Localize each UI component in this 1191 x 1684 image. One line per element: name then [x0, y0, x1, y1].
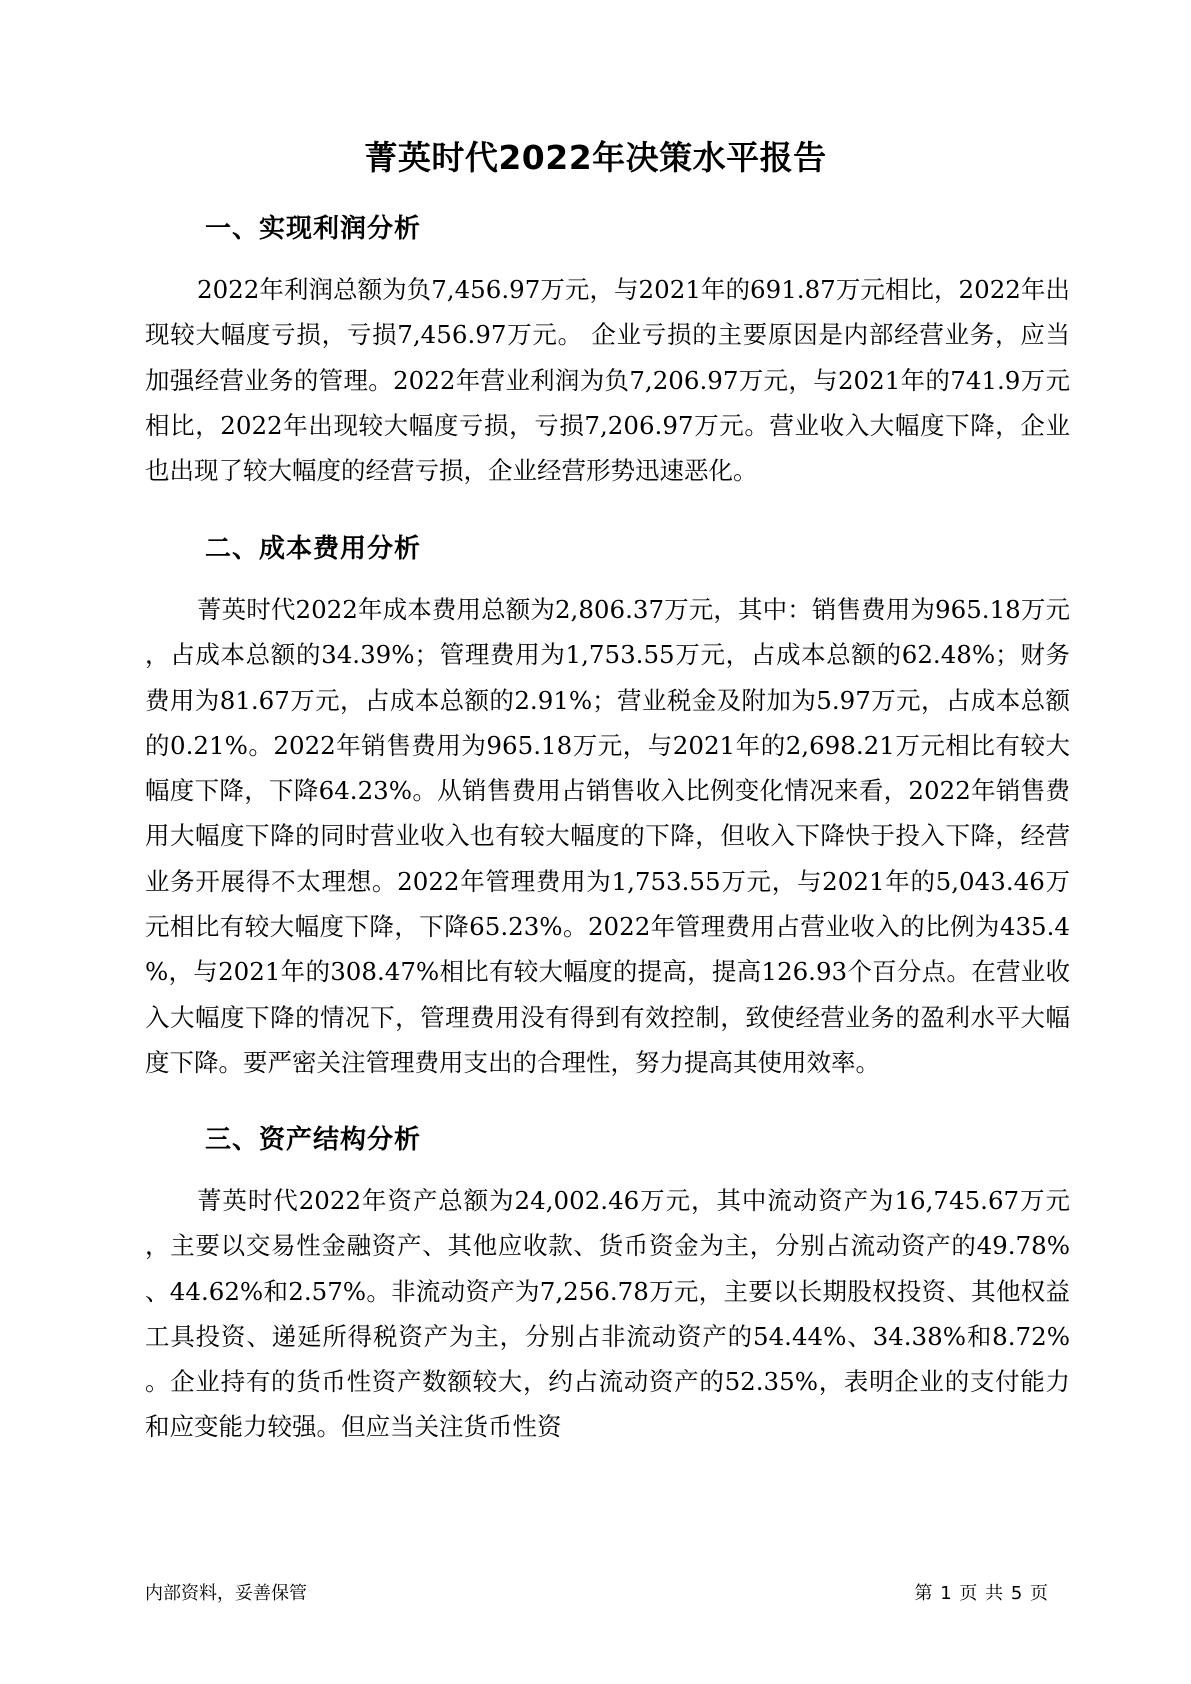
page-title: 菁英时代2022年决策水平报告	[364, 138, 827, 177]
footer-page-number: 第 1 页 共 5 页	[914, 1583, 1049, 1604]
paragraph-profit-analysis: 2022年利润总额为负7,456.97万元，与2021年的691.87万元相比，2022年出现较大幅度亏损，亏损7,456.97万元。 企业亏损的主要原因是内部经营业务，应当加强经营业务的管理。2022年营业利润为负7,206.97万元，与2021年的741.9万元相比，2022年出现较大幅度亏损，亏损7,206.97万元。营业收入大幅度下降，企业也出现了较大幅度的经营亏损，企业经营形势迅速恶化。	[145, 275, 1070, 486]
footer-confidential-note: 内部资料，妥善保管	[145, 1583, 307, 1604]
section-heading-assets: 三、资产结构分析	[205, 1125, 422, 1155]
section-heading-profit: 一、实现利润分析	[205, 214, 422, 244]
paragraph-asset-analysis: 菁英时代2022年资产总额为24,002.46万元，其中流动资产为16,745.67万元，主要以交易性金融资产、其他应收款、货币资金为主，分别占流动资产的49.78%、44.62%和2.57%。非流动资产为7,256.78万元，主要以长期股权投资、其他权益工具投资、递延所得税资产为主，分别占非流动资产的54.44%、34.38%和8.72%。企业持有的货币性资产数额较大，约占流动资产的52.35%，表明企业的支付能力和应变能力较强。但应当关注货币性资	[145, 1186, 1070, 1442]
section-heading-cost: 二、成本费用分析	[205, 534, 422, 564]
paragraph-cost-analysis: 菁英时代2022年成本费用总额为2,806.37万元，其中：销售费用为965.18万元，占成本总额的34.39%；管理费用为1,753.55万元，占成本总额的62.48%；财务费用为81.67万元，占成本总额的2.91%；营业税金及附加为5.97万元，占成本总额的0.21%。2022年销售费用为965.18万元，与2021年的2,698.21万元相比有较大幅度下降，下降64.23%。从销售费用占销售收入比例变化情况来看，2022年销售费用大幅度下降的同时营业收入也有较大幅度的下降，但收入下降快于投入下降，经营业务开展得不太理想。2022年管理费用为1,753.55万元，与2021年的5,043.46万元相比有较大幅度下降，下降65.23%。2022年管理费用占营业收入的比例为435.4%，与2021年的308.47%相比有较大幅度的提高，提高126.93个百分点。在营业收入大幅度下降的情况下，管理费用没有得到有效控制，致使经营业务的盈利水平大幅度下降。要严密关注管理费用支出的合理性，努力提高其使用效率。	[145, 595, 1070, 1077]
